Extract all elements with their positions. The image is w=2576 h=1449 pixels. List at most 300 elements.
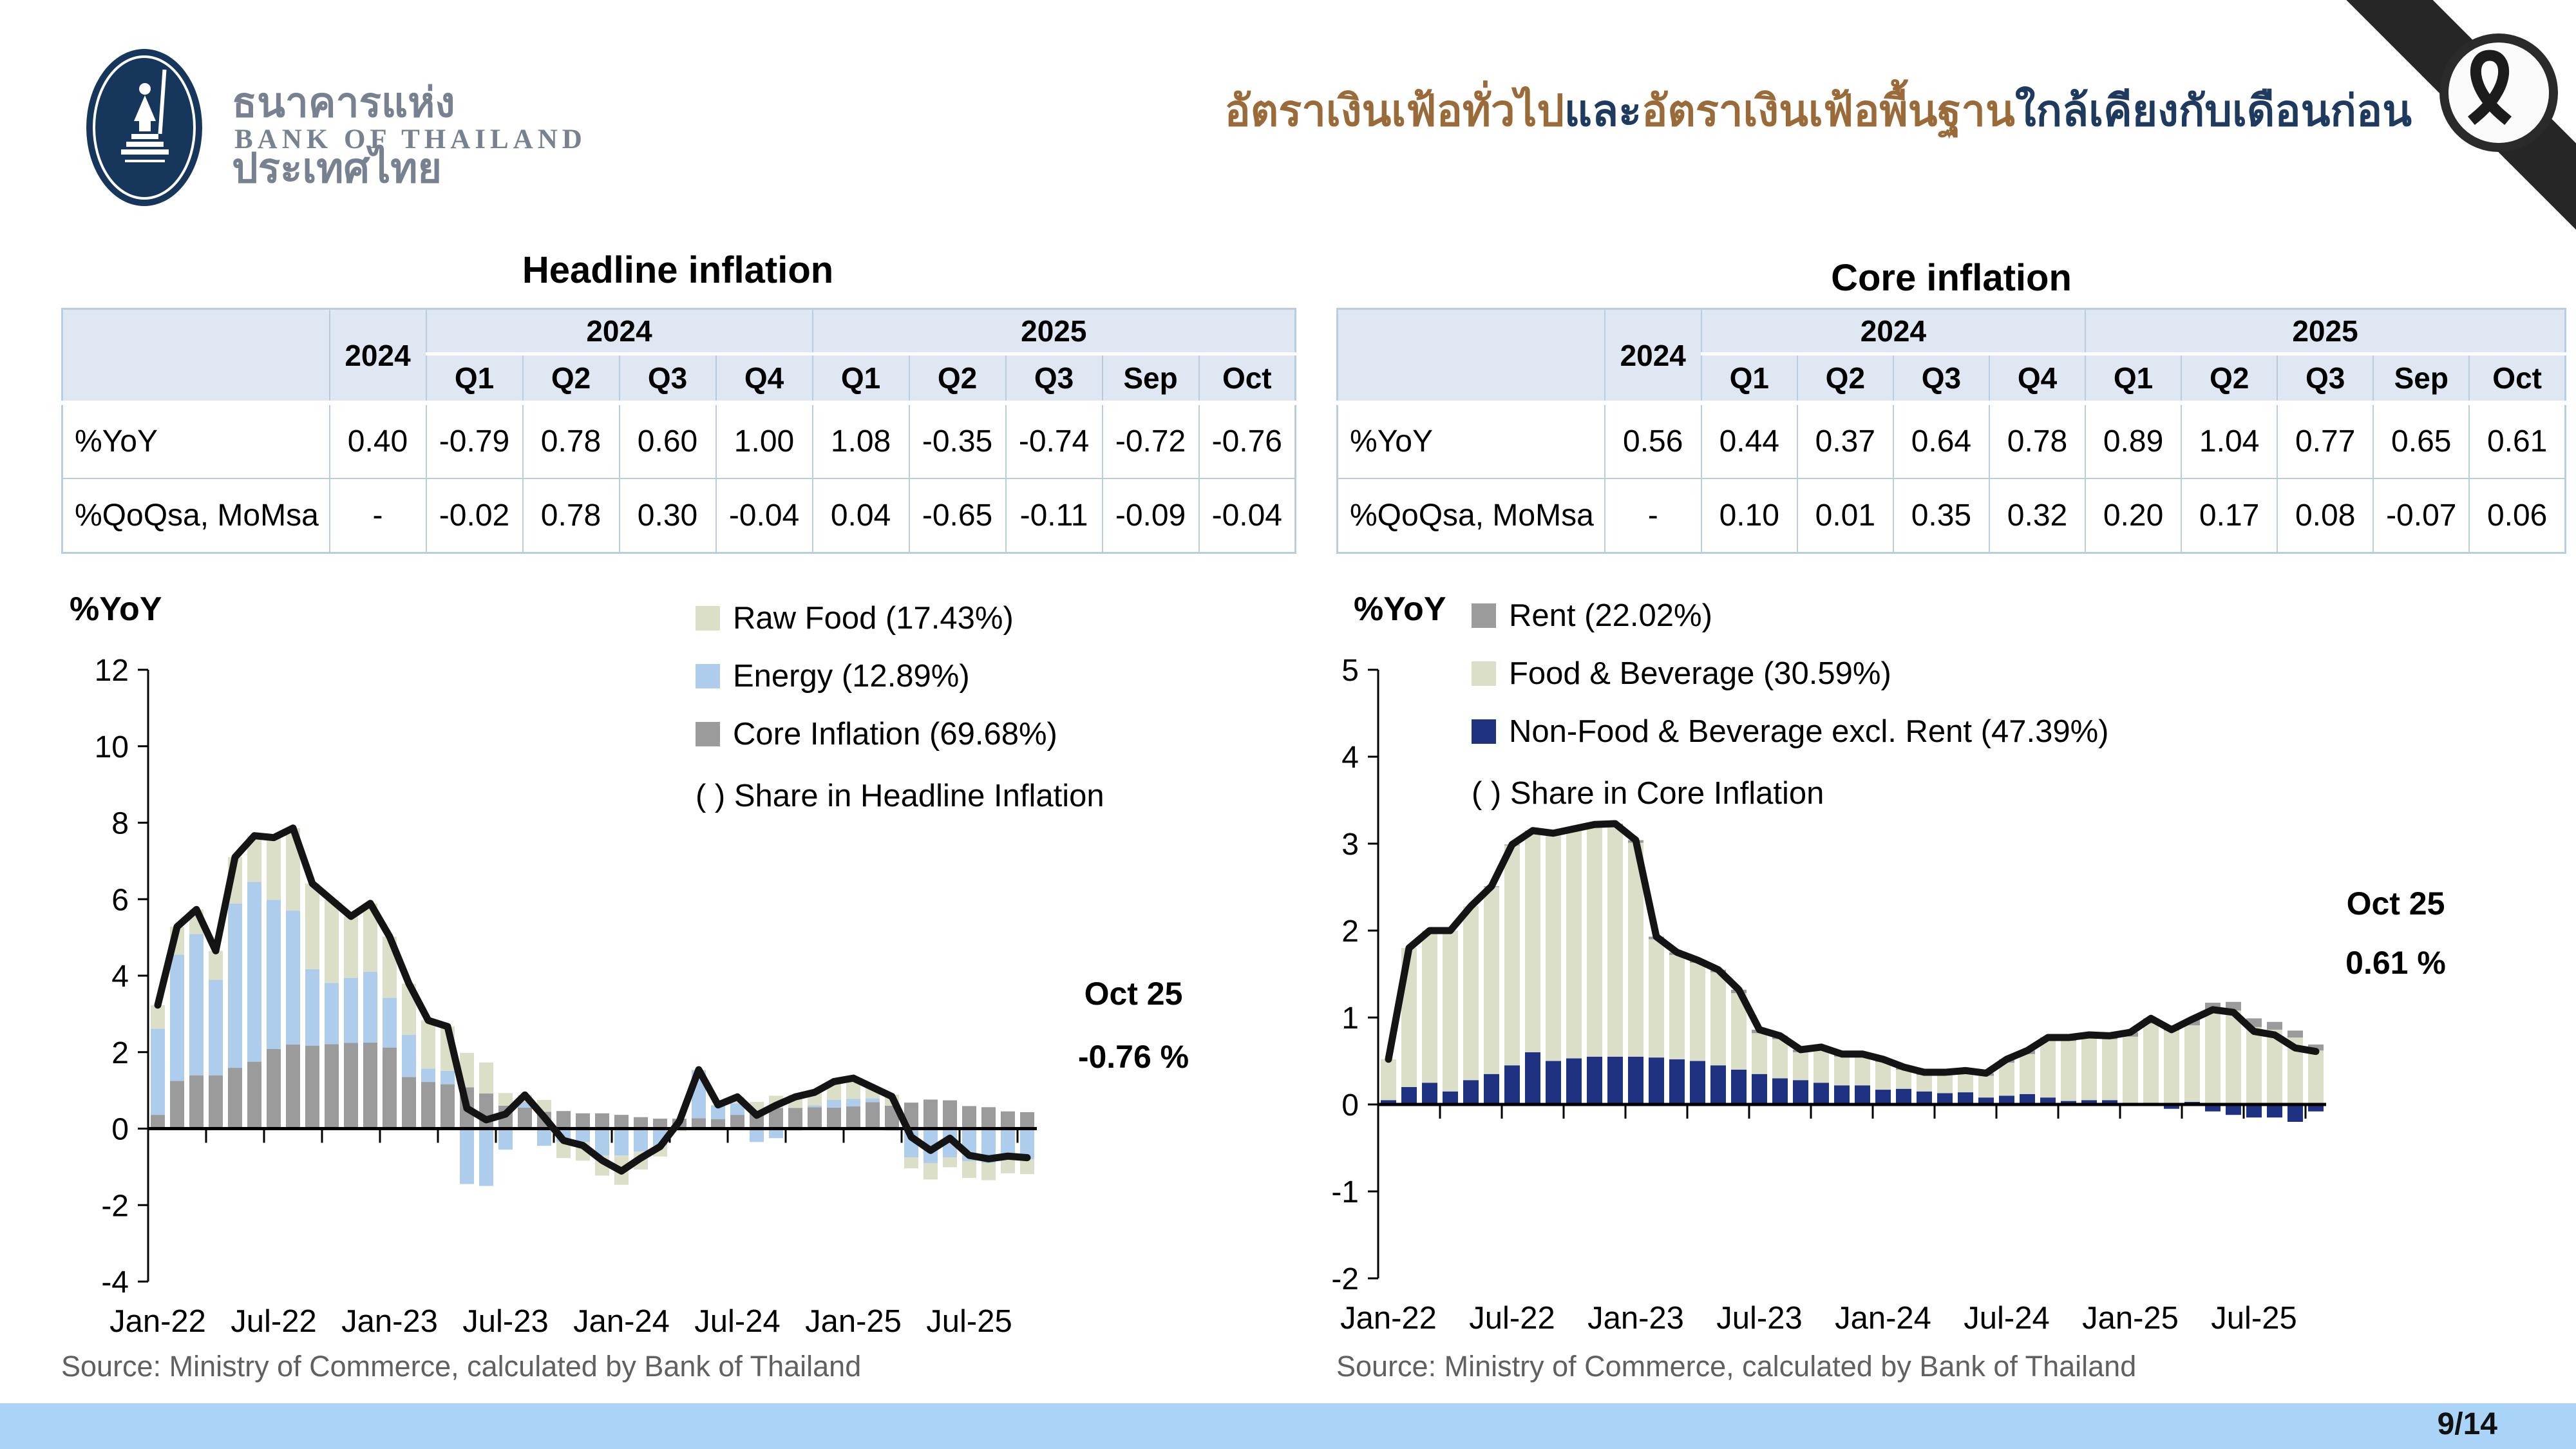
bar-segment bbox=[1814, 1050, 1829, 1083]
bar-segment bbox=[2020, 1054, 2035, 1094]
bank-of-thailand-emblem-icon bbox=[82, 45, 211, 213]
bar-segment bbox=[614, 1129, 629, 1156]
x-tick-label: Jul-24 bbox=[1964, 1301, 2050, 1336]
legend-swatch-icon bbox=[1472, 661, 1496, 686]
bar-segment bbox=[1001, 1112, 1015, 1129]
y-tick-label: 2 bbox=[111, 1036, 129, 1070]
title-segment: ใกล้เคียงกับเดือนก่อน bbox=[2014, 87, 2412, 135]
bar-segment bbox=[1917, 1075, 1932, 1092]
table-value-cell: 0.08 bbox=[2277, 478, 2373, 553]
legend-item bbox=[696, 716, 1104, 752]
table-year-group-header: 2024 bbox=[426, 309, 813, 354]
bar-segment bbox=[634, 1117, 648, 1129]
bar-segment bbox=[2123, 1037, 2138, 1103]
core-inflation-table bbox=[1336, 308, 2566, 554]
title-segment: อัตราเงินเฟ้อพื้นฐาน bbox=[1642, 87, 2015, 135]
table-value-cell: 0.56 bbox=[1605, 403, 1701, 479]
x-tick-label: Jan-25 bbox=[2082, 1301, 2179, 1336]
bar-segment bbox=[170, 1081, 184, 1128]
bar-segment bbox=[2287, 1030, 2303, 1037]
bar-segment bbox=[305, 1046, 319, 1129]
x-tick-label: Jan-22 bbox=[1340, 1301, 1437, 1336]
bar-segment bbox=[2287, 1104, 2303, 1122]
x-tick-label: Jul-23 bbox=[462, 1304, 549, 1339]
y-tick-label: 4 bbox=[1341, 741, 1359, 775]
table-value-cell: -0.04 bbox=[716, 478, 813, 553]
bar-segment bbox=[634, 1129, 648, 1152]
bar-segment bbox=[1834, 1085, 1850, 1104]
bar-segment bbox=[228, 904, 242, 1068]
legend-item bbox=[696, 600, 1104, 636]
bar-segment bbox=[402, 1077, 416, 1128]
bar-segment bbox=[151, 1029, 165, 1115]
bar-segment bbox=[383, 1048, 397, 1129]
bar-segment bbox=[1875, 1090, 1891, 1104]
table-value-cell: 0.65 bbox=[2373, 403, 2469, 479]
x-tick-label: Jul-25 bbox=[2211, 1301, 2297, 1336]
y-tick-label: 6 bbox=[111, 883, 129, 918]
x-tick-label: Jul-23 bbox=[1716, 1301, 1803, 1336]
x-tick-label: Jan-23 bbox=[341, 1304, 438, 1339]
y-tick-label: 12 bbox=[94, 654, 129, 688]
legend-item bbox=[1472, 714, 2108, 750]
bar-segment bbox=[962, 1106, 976, 1128]
bar-segment bbox=[981, 1163, 996, 1180]
bar-segment bbox=[2040, 1041, 2056, 1097]
bar-segment bbox=[1999, 1063, 2014, 1095]
bar-segment bbox=[460, 1129, 474, 1184]
bar-segment bbox=[1896, 1070, 1911, 1089]
table-row bbox=[1338, 403, 2566, 479]
table-value-cell: 0.44 bbox=[1701, 403, 1797, 479]
table-year-group-header: 2025 bbox=[2085, 309, 2565, 354]
bar-segment bbox=[1607, 826, 1623, 1057]
bar-segment bbox=[151, 1115, 165, 1128]
bar-segment bbox=[1566, 831, 1582, 1059]
bar-segment bbox=[1422, 931, 1437, 1083]
headline-chart-legend bbox=[696, 600, 1104, 814]
y-tick-label: 10 bbox=[94, 730, 129, 764]
bar-segment bbox=[1566, 1058, 1582, 1104]
bar-segment bbox=[1587, 826, 1602, 1057]
table-value-cell: -0.04 bbox=[1199, 478, 1296, 553]
logo-english-name: BANK OF THAILAND bbox=[234, 124, 587, 155]
table-value-cell: 0.78 bbox=[1989, 403, 2085, 479]
bar-segment bbox=[1669, 955, 1685, 1059]
y-tick-label: -1 bbox=[1331, 1175, 1359, 1209]
bar-segment bbox=[228, 1068, 242, 1128]
title-segment: อัตราเงินเฟ้อทั่วไป bbox=[1224, 87, 1564, 135]
bar-segment bbox=[2102, 1039, 2117, 1101]
table-value-cell: 1.04 bbox=[2181, 403, 2277, 479]
bar-segment bbox=[305, 884, 319, 969]
bar-segment bbox=[595, 1113, 609, 1129]
y-tick-label: 0 bbox=[1341, 1088, 1359, 1122]
bar-segment bbox=[1793, 1080, 1808, 1104]
bar-segment bbox=[479, 1063, 493, 1094]
bar-segment bbox=[827, 1100, 841, 1108]
table-col-header: Sep bbox=[1103, 354, 1199, 403]
bar-segment bbox=[2308, 1050, 2324, 1104]
bar-segment bbox=[2184, 1025, 2200, 1102]
bar-segment bbox=[325, 1044, 339, 1128]
headline-inflation-table bbox=[61, 308, 1296, 554]
bar-segment bbox=[866, 1099, 880, 1103]
table-value-cell: 0.77 bbox=[2277, 403, 2373, 479]
annotation-value: 0.61 % bbox=[2345, 945, 2446, 981]
bar-segment bbox=[440, 1084, 455, 1129]
table-col-header: Q2 bbox=[909, 354, 1006, 403]
bar-segment bbox=[1546, 835, 1561, 1061]
bar-segment bbox=[1443, 931, 1458, 1092]
bar-segment bbox=[170, 954, 184, 1081]
table-row bbox=[1338, 478, 2566, 553]
bar-segment bbox=[537, 1129, 551, 1146]
bar-segment bbox=[846, 1099, 860, 1106]
table-value-cell: -0.02 bbox=[426, 478, 523, 553]
table-year-group-header: 2024 bbox=[1701, 309, 2085, 354]
legend-label: Food & Beverage (30.59%) bbox=[1509, 656, 1891, 691]
bar-segment bbox=[286, 911, 300, 1045]
legend-swatch-icon bbox=[696, 606, 720, 630]
bar-segment bbox=[1463, 1080, 1479, 1104]
bar-segment bbox=[2164, 1030, 2179, 1104]
footer-bar bbox=[0, 1403, 2576, 1449]
table-value-cell: -0.72 bbox=[1103, 403, 1199, 479]
bar-segment bbox=[1443, 1092, 1458, 1104]
bar-segment bbox=[325, 900, 339, 983]
table-value-cell: 0.60 bbox=[620, 403, 716, 479]
y-tick-label: 1 bbox=[1341, 1001, 1359, 1036]
legend-swatch-icon bbox=[696, 664, 720, 688]
x-tick-label: Jul-22 bbox=[1469, 1301, 1555, 1336]
annotation-value: -0.76 % bbox=[1077, 1039, 1189, 1075]
bar-segment bbox=[344, 916, 358, 978]
table-value-cell: - bbox=[330, 478, 426, 553]
table-year-group-header: 2025 bbox=[813, 309, 1296, 354]
table-value-cell: 0.78 bbox=[523, 403, 620, 479]
table-col-header: Q2 bbox=[1797, 354, 1893, 403]
table-row bbox=[62, 478, 1296, 553]
legend-swatch-icon bbox=[1472, 719, 1496, 744]
bar-segment bbox=[923, 1163, 938, 1180]
bar-segment bbox=[1669, 1059, 1685, 1104]
bar-segment bbox=[730, 1115, 744, 1128]
table-value-cell: -0.35 bbox=[909, 403, 1006, 479]
table-col-header: Q2 bbox=[523, 354, 620, 403]
table-col-header: Q1 bbox=[1701, 354, 1797, 403]
table-col-header: Q1 bbox=[813, 354, 909, 403]
table-col-header: Oct bbox=[2469, 354, 2565, 403]
y-tick-label: 0 bbox=[111, 1112, 129, 1147]
mourning-ribbon-icon bbox=[2439, 33, 2558, 152]
table-value-cell: -0.11 bbox=[1006, 478, 1103, 553]
y-tick-label: -2 bbox=[1331, 1262, 1359, 1296]
table-row-label: %YoY bbox=[1338, 403, 1605, 479]
table-col-header: Oct bbox=[1199, 354, 1296, 403]
page-title bbox=[1224, 76, 2412, 145]
bar-segment bbox=[1546, 1061, 1561, 1105]
bar-segment bbox=[305, 969, 319, 1046]
legend-item bbox=[1472, 656, 2108, 692]
bar-segment bbox=[808, 1105, 822, 1107]
y-tick-label: 3 bbox=[1341, 828, 1359, 862]
bar-segment bbox=[209, 951, 223, 980]
bar-segment bbox=[267, 838, 281, 900]
bar-segment bbox=[1463, 906, 1479, 1080]
bar-segment bbox=[421, 1068, 435, 1082]
table-value-cell: -0.79 bbox=[426, 403, 523, 479]
bar-segment bbox=[151, 1005, 165, 1029]
bar-segment bbox=[363, 972, 377, 1043]
bar-segment bbox=[1937, 1075, 1953, 1093]
legend-item bbox=[1472, 598, 2108, 634]
y-tick-label: -2 bbox=[101, 1189, 129, 1224]
table-value-cell: 0.89 bbox=[2085, 403, 2181, 479]
legend-swatch-icon bbox=[1472, 603, 1496, 628]
bar-segment bbox=[247, 882, 261, 1062]
page-number: 9/14 bbox=[2437, 1407, 2497, 1441]
bar-segment bbox=[943, 1157, 957, 1167]
bar-segment bbox=[1917, 1092, 1932, 1104]
bar-segment bbox=[866, 1103, 880, 1129]
table-col-header: Q3 bbox=[1893, 354, 1989, 403]
core-chart-source: Source: Ministry of Commerce, calculated by Bank of Thailand bbox=[1336, 1350, 2137, 1383]
table-col-header: Sep bbox=[2373, 354, 2469, 403]
bar-segment bbox=[325, 983, 339, 1044]
bar-segment bbox=[2226, 1010, 2241, 1104]
annotation-date: Oct 25 bbox=[1084, 976, 1183, 1012]
bar-segment bbox=[363, 1043, 377, 1129]
x-tick-label: Jan-23 bbox=[1587, 1301, 1684, 1336]
bar-segment bbox=[189, 1075, 204, 1129]
bar-segment bbox=[943, 1101, 957, 1129]
table-value-cell: 1.00 bbox=[716, 403, 813, 479]
bar-segment bbox=[2246, 1027, 2262, 1104]
annotation-date: Oct 25 bbox=[2346, 886, 2445, 922]
bar-segment bbox=[209, 1075, 223, 1129]
bar-segment bbox=[1958, 1092, 1973, 1104]
bar-segment bbox=[247, 1062, 261, 1129]
bar-segment bbox=[1020, 1112, 1034, 1129]
bar-segment bbox=[1875, 1062, 1891, 1090]
bar-segment bbox=[576, 1113, 590, 1129]
bar-segment bbox=[267, 900, 281, 1049]
bar-segment bbox=[1001, 1159, 1015, 1173]
bar-segment bbox=[750, 1129, 764, 1142]
bar-segment bbox=[1814, 1083, 1829, 1104]
bar-segment bbox=[1896, 1089, 1911, 1104]
bar-segment bbox=[267, 1049, 281, 1129]
bar-segment bbox=[1381, 1059, 1396, 1100]
bar-segment bbox=[421, 1020, 435, 1068]
table-col-header: Q3 bbox=[2277, 354, 2373, 403]
bar-segment bbox=[827, 1108, 841, 1129]
bar-segment bbox=[1525, 831, 1540, 1052]
bar-segment bbox=[344, 1043, 358, 1129]
bar-segment bbox=[1607, 1057, 1623, 1104]
logo-thai-name: ธนาคารแห่งประเทศไทย bbox=[232, 79, 455, 191]
bar-segment bbox=[1710, 1065, 1726, 1104]
x-tick-label: Jul-24 bbox=[694, 1304, 781, 1339]
bar-segment bbox=[1793, 1052, 1808, 1080]
bar-segment bbox=[1401, 1087, 1417, 1104]
bar-segment bbox=[1504, 1065, 1520, 1104]
bar-segment bbox=[1958, 1073, 1973, 1092]
bar-segment bbox=[344, 978, 358, 1043]
table-value-cell: 0.61 bbox=[2469, 403, 2565, 479]
table-value-cell: 0.20 bbox=[2085, 478, 2181, 553]
bar-segment bbox=[1649, 1057, 1664, 1104]
table-annual-header: 2024 bbox=[1605, 309, 1701, 403]
table-col-header: Q2 bbox=[2181, 354, 2277, 403]
bar-segment bbox=[808, 1107, 822, 1128]
bar-segment bbox=[556, 1111, 571, 1128]
table-value-cell: -0.09 bbox=[1103, 478, 1199, 553]
bar-segment bbox=[981, 1107, 996, 1128]
table-value-cell: -0.07 bbox=[2373, 478, 2469, 553]
bar-segment bbox=[2143, 1023, 2159, 1103]
bar-segment bbox=[1504, 846, 1520, 1066]
bar-segment bbox=[1484, 1074, 1499, 1104]
y-tick-label: -4 bbox=[101, 1265, 129, 1300]
table-corner-cell bbox=[62, 309, 330, 403]
bar-segment bbox=[1731, 1070, 1747, 1104]
headline-chart-y-unit: %YoY bbox=[70, 591, 162, 628]
table-value-cell: 0.06 bbox=[2469, 478, 2565, 553]
bar-segment bbox=[421, 1082, 435, 1128]
table-row-label: %QoQsa, MoMsa bbox=[1338, 478, 1605, 553]
bar-segment bbox=[595, 1129, 609, 1156]
table-col-header: Q4 bbox=[1989, 354, 2085, 403]
table-value-cell: -0.65 bbox=[909, 478, 1006, 553]
table-value-cell: 0.17 bbox=[2181, 478, 2277, 553]
bar-segment bbox=[402, 1035, 416, 1077]
table-col-header: Q3 bbox=[1006, 354, 1103, 403]
core-chart-y-unit: %YoY bbox=[1354, 591, 1446, 628]
bar-segment bbox=[518, 1108, 532, 1129]
bar-segment bbox=[1752, 1074, 1767, 1104]
bar-segment bbox=[440, 1071, 455, 1084]
bar-segment bbox=[1020, 1159, 1034, 1174]
x-tick-label: Jul-22 bbox=[231, 1304, 317, 1339]
bar-segment bbox=[2205, 1012, 2221, 1104]
bar-segment bbox=[846, 1106, 860, 1128]
bar-segment bbox=[576, 1129, 590, 1142]
core-chart-legend bbox=[1472, 598, 2108, 811]
bar-segment bbox=[1690, 1061, 1705, 1105]
bank-of-thailand-logo bbox=[82, 45, 662, 213]
table-row bbox=[62, 403, 1296, 479]
legend-label: Rent (22.02%) bbox=[1509, 598, 1712, 633]
table-value-cell: 0.04 bbox=[813, 478, 909, 553]
bar-segment bbox=[1978, 1075, 1994, 1097]
legend-swatch-icon bbox=[696, 722, 720, 746]
x-tick-label: Jan-25 bbox=[805, 1304, 902, 1339]
bar-segment bbox=[923, 1099, 938, 1128]
bar-segment bbox=[1937, 1093, 1953, 1104]
table-col-header: Q1 bbox=[426, 354, 523, 403]
title-segment: และ bbox=[1564, 87, 1642, 135]
bar-segment bbox=[1772, 1039, 1788, 1079]
table-value-cell: 0.01 bbox=[1797, 478, 1893, 553]
headline-inflation-title: Headline inflation bbox=[522, 249, 834, 291]
bar-segment bbox=[383, 998, 397, 1047]
bar-segment bbox=[1772, 1079, 1788, 1105]
bar-segment bbox=[498, 1129, 513, 1150]
y-tick-label: 5 bbox=[1341, 654, 1359, 688]
bar-segment bbox=[2267, 1104, 2282, 1117]
bar-segment bbox=[2267, 1022, 2282, 1030]
table-col-header: Q3 bbox=[620, 354, 716, 403]
table-col-header: Q4 bbox=[716, 354, 813, 403]
bar-segment bbox=[1690, 963, 1705, 1061]
legend-label: Core Inflation (69.68%) bbox=[733, 717, 1057, 752]
legend-label: Non-Food & Beverage excl. Rent (47.39%) bbox=[1509, 714, 2109, 749]
bar-segment bbox=[1484, 887, 1499, 1074]
table-value-cell: 0.32 bbox=[1989, 478, 2085, 553]
bar-segment bbox=[1525, 1052, 1540, 1104]
bar-segment bbox=[904, 1157, 918, 1168]
table-value-cell: 0.30 bbox=[620, 478, 716, 553]
bar-segment bbox=[1649, 940, 1664, 1058]
table-value-cell: 0.37 bbox=[1797, 403, 1893, 479]
table-row-label: %QoQsa, MoMsa bbox=[62, 478, 330, 553]
bar-segment bbox=[962, 1161, 976, 1178]
table-value-cell: -0.76 bbox=[1199, 403, 1296, 479]
x-tick-label: Jul-25 bbox=[926, 1304, 1012, 1339]
bar-segment bbox=[189, 934, 204, 1075]
table-value-cell: - bbox=[1605, 478, 1701, 553]
table-annual-header: 2024 bbox=[330, 309, 426, 403]
legend-share-note: ( ) Share in Headline Inflation bbox=[696, 779, 1104, 813]
core-inflation-title: Core inflation bbox=[1831, 257, 2072, 299]
legend-label: Energy (12.89%) bbox=[733, 659, 970, 694]
bar-segment bbox=[1834, 1057, 1850, 1086]
bar-segment bbox=[479, 1129, 493, 1186]
bar-segment bbox=[1422, 1083, 1437, 1104]
bar-segment bbox=[1855, 1057, 1870, 1086]
legend-item bbox=[696, 658, 1104, 694]
x-tick-label: Jan-22 bbox=[109, 1304, 206, 1339]
bar-segment bbox=[2081, 1038, 2097, 1100]
table-row-label: %YoY bbox=[62, 403, 330, 479]
bar-segment bbox=[788, 1108, 802, 1128]
x-tick-label: Jan-24 bbox=[573, 1304, 670, 1339]
bar-segment bbox=[1587, 1057, 1602, 1104]
bar-segment bbox=[286, 1045, 300, 1129]
y-tick-label: 4 bbox=[111, 960, 129, 994]
legend-label: Raw Food (17.43%) bbox=[733, 601, 1014, 636]
bar-segment bbox=[209, 980, 223, 1075]
table-value-cell: 0.10 bbox=[1701, 478, 1797, 553]
bar-segment bbox=[498, 1093, 513, 1106]
table-col-header: Q1 bbox=[2085, 354, 2181, 403]
table-value-cell: 0.40 bbox=[330, 403, 426, 479]
bar-segment bbox=[1855, 1085, 1870, 1104]
bar-segment bbox=[2061, 1041, 2076, 1101]
table-value-cell: -0.74 bbox=[1006, 403, 1103, 479]
table-value-cell: 1.08 bbox=[813, 403, 909, 479]
headline-chart-source: Source: Ministry of Commerce, calculated by Bank of Thailand bbox=[61, 1350, 862, 1383]
legend-share-note: ( ) Share in Core Inflation bbox=[1472, 776, 1824, 811]
bar-segment bbox=[614, 1115, 629, 1128]
bar-segment bbox=[1710, 972, 1726, 1065]
bar-segment bbox=[1752, 1033, 1767, 1074]
table-value-cell: 0.64 bbox=[1893, 403, 1989, 479]
table-value-cell: 0.35 bbox=[1893, 478, 1989, 553]
x-tick-label: Jan-24 bbox=[1835, 1301, 1931, 1336]
